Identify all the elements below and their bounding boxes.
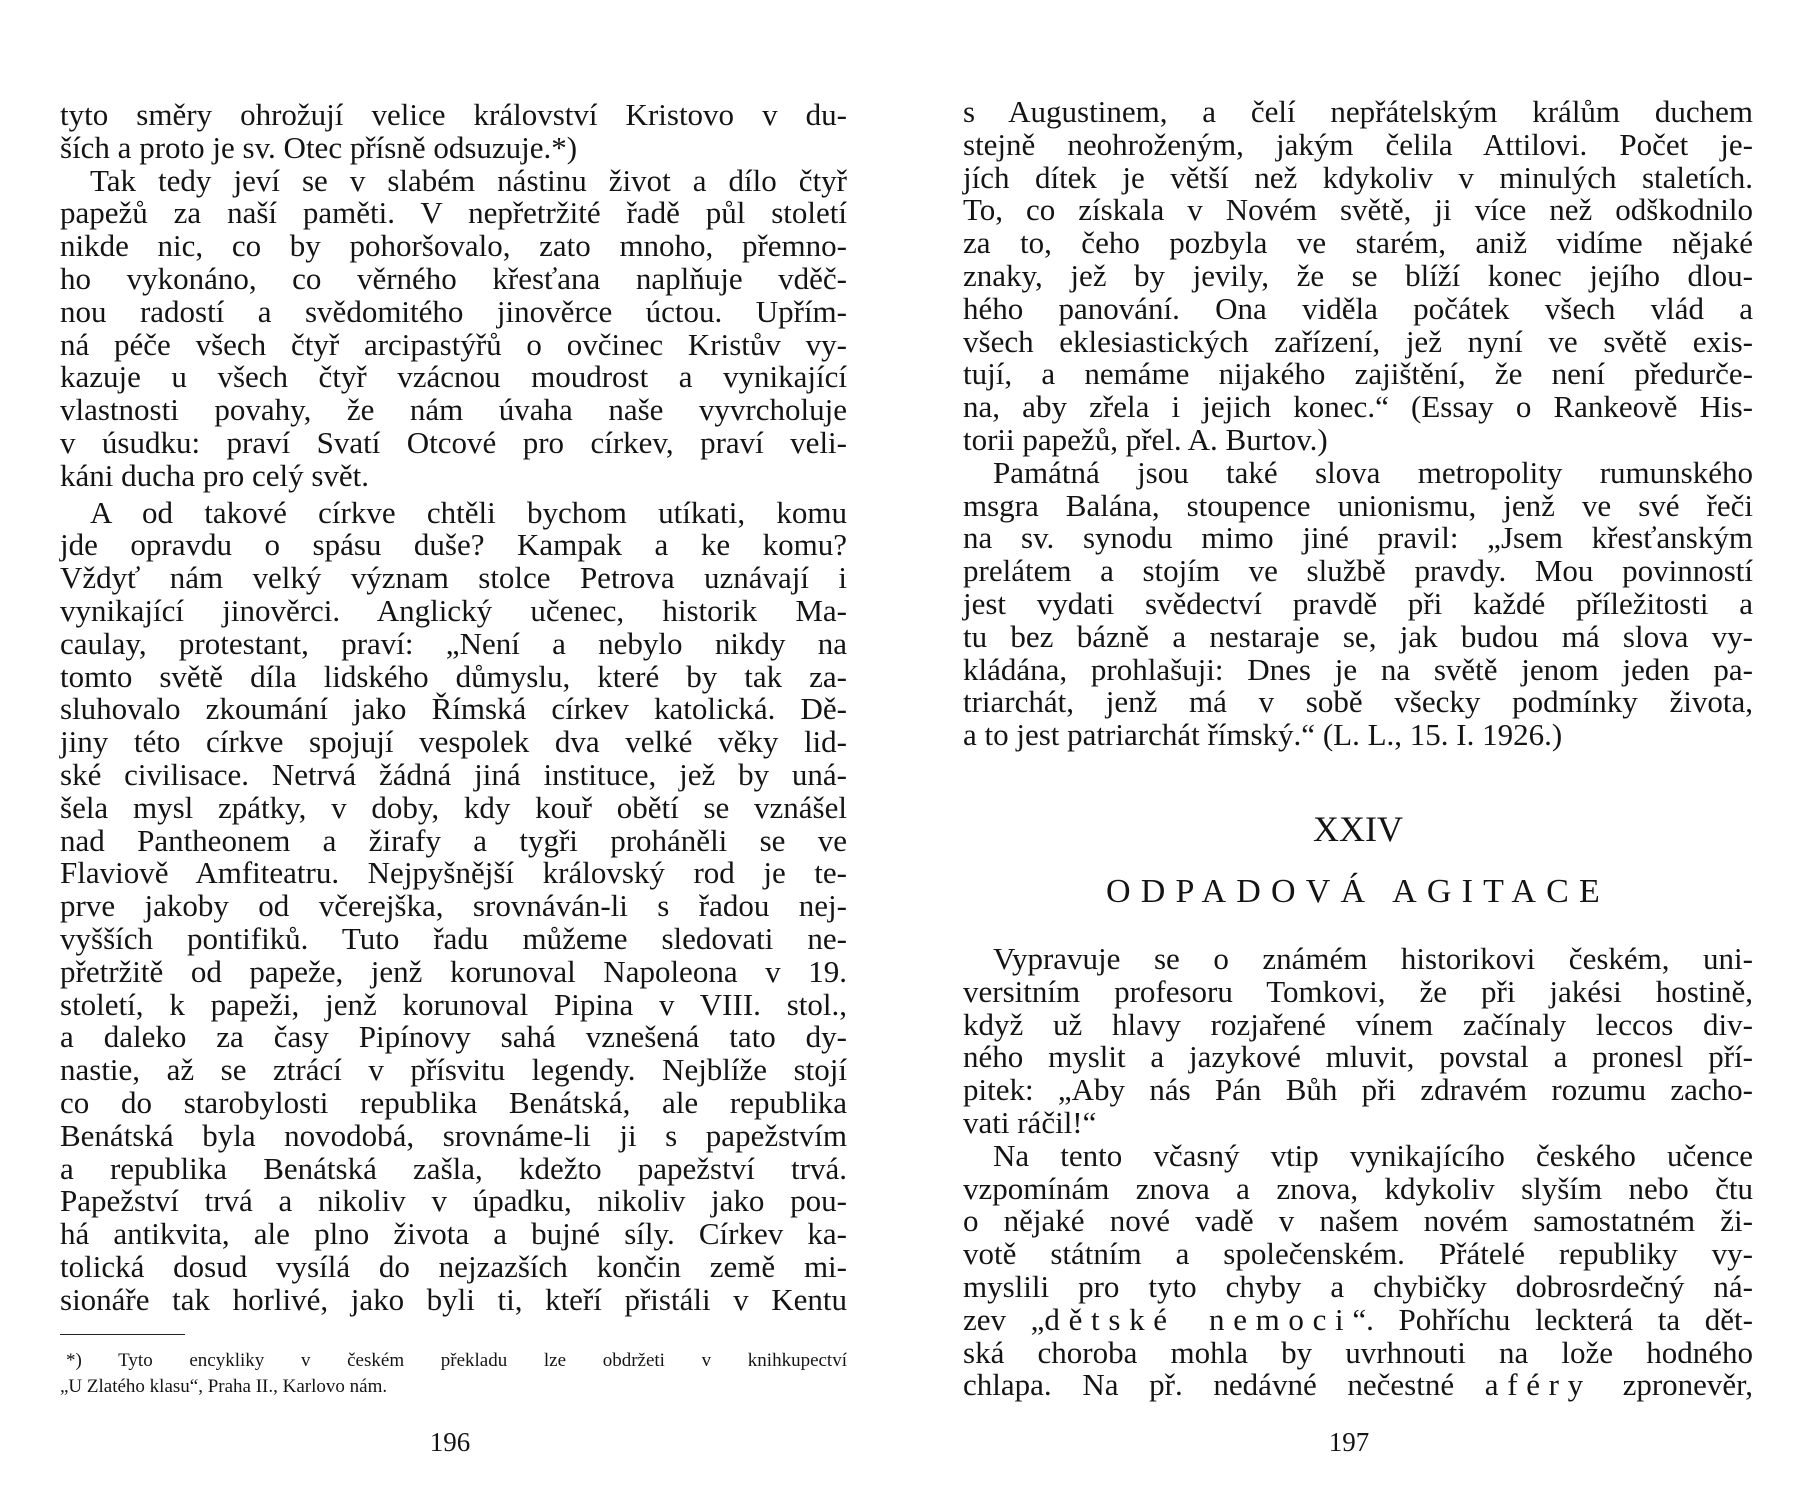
emphasized-text: aféry bbox=[1484, 1367, 1592, 1403]
text-line: vyšších pontifiků. Tuto řadu můžeme sledovati ne- bbox=[60, 920, 847, 956]
chapter-body bbox=[963, 943, 1753, 1402]
text-line: s Augustinem, a čelí nepřátelským králům duchem bbox=[963, 94, 1753, 129]
text-line: Benátská byla novodobá, srovnáme-li ji s papežstvím bbox=[60, 1117, 847, 1153]
text-line: káni ducha pro celý svět. bbox=[60, 457, 370, 493]
text-line: pitek: „Aby nás Pán Bůh při zdravém rozumu zacho- bbox=[963, 1072, 1753, 1108]
text-line: o nějaké nové vadě v našem novém samostatném ži- bbox=[963, 1203, 1753, 1239]
text-line: papežů za naší paměti. V nepřetržité řadě půl století bbox=[60, 195, 847, 231]
text-line: stejně neohroženým, jakým čelila Attilovi. Počet je- bbox=[963, 126, 1753, 162]
text-line: triarchát, jenž má v sobě všecky podmínky života, bbox=[963, 684, 1753, 720]
page-number: 196 bbox=[429, 1427, 471, 1457]
text-line: ská choroba mohla by uvrhnouti na lože hodného bbox=[963, 1334, 1753, 1370]
text-line: Na tento včasný vtip vynikajícího českého učence bbox=[993, 1137, 1753, 1173]
text-line: vati ráčil!“ bbox=[963, 1104, 1097, 1140]
text-line: nikde nic, co by pohoršovalo, zato mnoho, přemno- bbox=[60, 228, 847, 264]
text-line: ších a proto je sv. Otec přísně odsuzuje.*) bbox=[60, 129, 578, 165]
text-line: Flaviově Amfiteatru. Nejpyšnější královský rod je te- bbox=[60, 855, 847, 891]
text-line: a to jest patriarchát římský.“ (L. L., 15. I. 1926.) bbox=[963, 717, 1563, 753]
text-line: přetržitě od papeže, jenž korunoval Napoleona v 19. bbox=[60, 953, 847, 989]
text-line: tomto světě díla lidského důmyslu, které by tak za- bbox=[60, 658, 847, 694]
text-line bbox=[963, 1301, 1753, 1337]
text-line: ské civilisace. Netrvá žádná jiná instituce, jež by uná- bbox=[60, 756, 847, 792]
text-line: jde opravdu o spásu duše? Kampak a ke komu? bbox=[60, 527, 847, 563]
text-line: tolická dosud vysílá do nejzazších končin země mi- bbox=[60, 1248, 847, 1284]
chapter-number: XXIV bbox=[1313, 809, 1403, 849]
text-line: sluhovalo zkoumání jako Římská církev katolická. Dě- bbox=[60, 691, 847, 727]
paragraph bbox=[60, 99, 847, 165]
text-line: Vypravuje se o známém historikovi českém, uni- bbox=[993, 941, 1753, 976]
text-line: Vždyť nám velký význam stolce Petrova uznávají i bbox=[60, 560, 847, 596]
text-line: tu bez bázně a nestaraje se, jak budou má slova vy- bbox=[963, 618, 1753, 654]
paragraph bbox=[963, 454, 1753, 753]
footnote-line: *) Tyto encykliky v českém překladu lze obdržeti v knihkupectví bbox=[66, 1350, 847, 1371]
text-line: na sv. synodu mimo jiné pravil: „Jsem křesťanským bbox=[963, 520, 1753, 556]
footnote bbox=[60, 1348, 847, 1400]
text-line: tyto směry ohrožují velice království Kristovo v du- bbox=[60, 97, 847, 132]
text-line: prve jakoby od včerejška, srovnáván-li s řadou nej- bbox=[60, 888, 847, 924]
text-line: nou radostí a svědomitého jinověrce úctou. Upřím- bbox=[60, 293, 847, 329]
text-line: jích dítek je větší než kdykoliv v minulých staletích. bbox=[963, 159, 1753, 195]
text-line: Tak tedy jeví se v slabém nástinu život a dílo čtyř bbox=[90, 162, 847, 198]
footnote-line: „U Zlatého klasu“, Praha II., Karlovo nám. bbox=[60, 1376, 388, 1397]
text-line: vlastnosti povahy, že nám úvaha naše vyvrcholuje bbox=[60, 392, 847, 428]
text-line: hého panování. Ona viděla počátek všech vlád a bbox=[963, 290, 1753, 326]
text-line: v úsudku: praví Svatí Otcové pro církev, praví veli- bbox=[60, 424, 847, 460]
text-line: jiny této církve spojují vespolek dva velké věky lid- bbox=[60, 724, 847, 760]
text-line: století, k papeži, jenž korunoval Pipina v VIII. stol., bbox=[60, 986, 847, 1022]
text-line: šela mysl zpátky, v doby, kdy kouř obětí se vznášel bbox=[60, 789, 847, 825]
paragraph bbox=[963, 96, 1753, 457]
right-page bbox=[899, 0, 1798, 1500]
text-line: na, aby zřela i jejich konec.“ (Essay o Rankeově His- bbox=[963, 389, 1753, 425]
page-number: 197 bbox=[1328, 1427, 1370, 1457]
paragraph bbox=[60, 162, 847, 493]
text-line: A od takové církve chtěli bychom utíkati, komu bbox=[90, 494, 847, 530]
text-line: há antikvita, ale plno života a bujné síly. Církev ka- bbox=[60, 1216, 847, 1252]
text-line: nastie, až se ztrácí v přísvitu legendy. Nejblíže stojí bbox=[60, 1052, 847, 1088]
text-line: když už hlavy rozjařené vínem začínaly leccos div- bbox=[963, 1006, 1753, 1042]
text-line: Papežství trvá a nikoliv v úpadku, nikoliv jako pou- bbox=[60, 1183, 847, 1219]
text-line: prelátem a stojím ve službě pravdy. Mou povinností bbox=[963, 553, 1753, 589]
text-segment: zpronevěr, bbox=[1591, 1367, 1753, 1403]
left-page-body bbox=[60, 99, 847, 1316]
text-line: a republika Benátská zašla, kdežto papežství trvá. bbox=[60, 1150, 847, 1186]
text-line: msgra Balána, stoupence unionismu, jenž ve své řeči bbox=[963, 487, 1753, 523]
text-line: kazuje u všech čtyř vzácnou moudrost a vynikající bbox=[60, 359, 847, 395]
text-line: versitním profesoru Tomkovi, že při jakési hostině, bbox=[963, 973, 1753, 1009]
text-line: za to, čeho pozbyla ve starém, aniž vidíme nějaké bbox=[963, 225, 1753, 261]
text-line: To, co získala v Novém světě, ji více než odškodnilo bbox=[963, 192, 1753, 228]
text-line: co do starobylosti republika Benátská, ale republika bbox=[60, 1084, 847, 1120]
text-line: ná péče všech čtyř arcipastýřů o ovčinec Kristův vy- bbox=[60, 326, 847, 362]
text-line: kládána, prohlašuji: Dnes je na světě jenom jeden pa- bbox=[963, 651, 1753, 687]
text-line: vzpomínám znova a znova, kdykoliv slyším nebo čtu bbox=[963, 1170, 1753, 1206]
text-line: a daleko za časy Pipínovy sahá vznešená tato dy- bbox=[60, 1019, 847, 1055]
emphasized-text: dětské nemoci bbox=[1044, 1301, 1353, 1337]
text-line: všech eklesiastických zařízení, jež nyní ve světě exis- bbox=[963, 323, 1753, 359]
text-segment: zev „ bbox=[963, 1301, 1045, 1337]
text-segment: chlapa. Na př. nedávné nečestné bbox=[963, 1367, 1485, 1403]
text-line: torii papežů, přel. A. Burtov.) bbox=[963, 421, 1328, 457]
text-line: tují, a nemáme nijakého zajištění, že není předurče- bbox=[963, 356, 1753, 392]
chapter-title: ODPADOVÁ AGITACE bbox=[1106, 873, 1610, 910]
text-line: znaky, jež by jevily, že se blíží konec jejího dlou- bbox=[963, 257, 1753, 293]
text-segment: “. Pohříchu leckterá ta dět- bbox=[1352, 1301, 1753, 1337]
text-line: sionáře tak horlivé, jako byli ti, kteří přistáli v Kentu bbox=[60, 1281, 847, 1317]
paragraph bbox=[963, 1137, 1753, 1403]
footnote-divider bbox=[60, 1334, 185, 1335]
text-line: ného myslit a jazykové mluvit, povstal a pronesl pří- bbox=[963, 1039, 1753, 1075]
text-line: nad Pantheonem a žirafy a tygři proháněli se ve bbox=[60, 822, 847, 858]
text-line: jest vydati svědectví pravdě při každé příležitosti a bbox=[963, 585, 1753, 621]
text-line: myslili pro tyto chyby a chybičky dobrosrdečný ná- bbox=[963, 1268, 1753, 1304]
text-line: ho vykonáno, co věrného křesťana naplňuje vděč- bbox=[60, 260, 847, 296]
text-line: Památná jsou také slova metropolity rumunského bbox=[993, 454, 1753, 490]
paragraph bbox=[963, 943, 1753, 1140]
text-line: caulay, protestant, praví: „Není a nebylo nikdy na bbox=[60, 625, 847, 661]
text-line bbox=[963, 1369, 1753, 1402]
text-line: votě státním a společenském. Přátelé republiky vy- bbox=[963, 1236, 1753, 1272]
right-page-body bbox=[963, 96, 1753, 752]
text-line: vynikající jinověrci. Anglický učenec, historik Ma- bbox=[60, 592, 847, 628]
paragraph bbox=[60, 494, 847, 1317]
